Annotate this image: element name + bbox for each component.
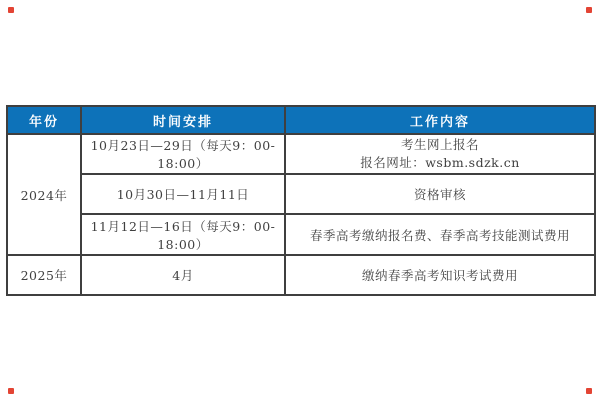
year-cell-2025: 2025年 xyxy=(7,255,81,295)
table-row xyxy=(7,214,595,255)
time-cell: 4月 xyxy=(81,255,285,295)
work-cell: 缴纳春季高考知识考试费用 xyxy=(285,255,595,295)
exam-schedule-table xyxy=(6,105,596,296)
work-line-2: 报名网址：wsbm.sdzk.cn xyxy=(360,155,520,170)
year-cell-2024: 2024年 xyxy=(7,134,81,255)
time-cell: 10月30日—11月11日 xyxy=(81,174,285,214)
work-cell xyxy=(285,134,595,174)
time-cell: 11月12日—16日（每天9：00-18:00） xyxy=(81,214,285,255)
work-cell: 春季高考缴纳报名费、春季高考技能测试费用 xyxy=(285,214,595,255)
table-row xyxy=(7,174,595,214)
registration-mark-top-right xyxy=(586,7,592,13)
header-row xyxy=(7,106,595,134)
time-cell: 10月23日—29日（每天9：00-18:00） xyxy=(81,134,285,174)
table-row xyxy=(7,134,595,174)
work-line-1: 考生网上报名 xyxy=(400,136,479,152)
column-header-year: 年份 xyxy=(7,106,81,134)
column-header-work: 工作内容 xyxy=(285,106,595,134)
column-header-time: 时间安排 xyxy=(81,106,285,134)
table-row xyxy=(7,255,595,295)
work-cell: 资格审核 xyxy=(285,174,595,214)
registration-mark-bottom-right xyxy=(586,388,592,394)
registration-mark-top-left xyxy=(8,7,14,13)
registration-mark-bottom-left xyxy=(8,388,14,394)
